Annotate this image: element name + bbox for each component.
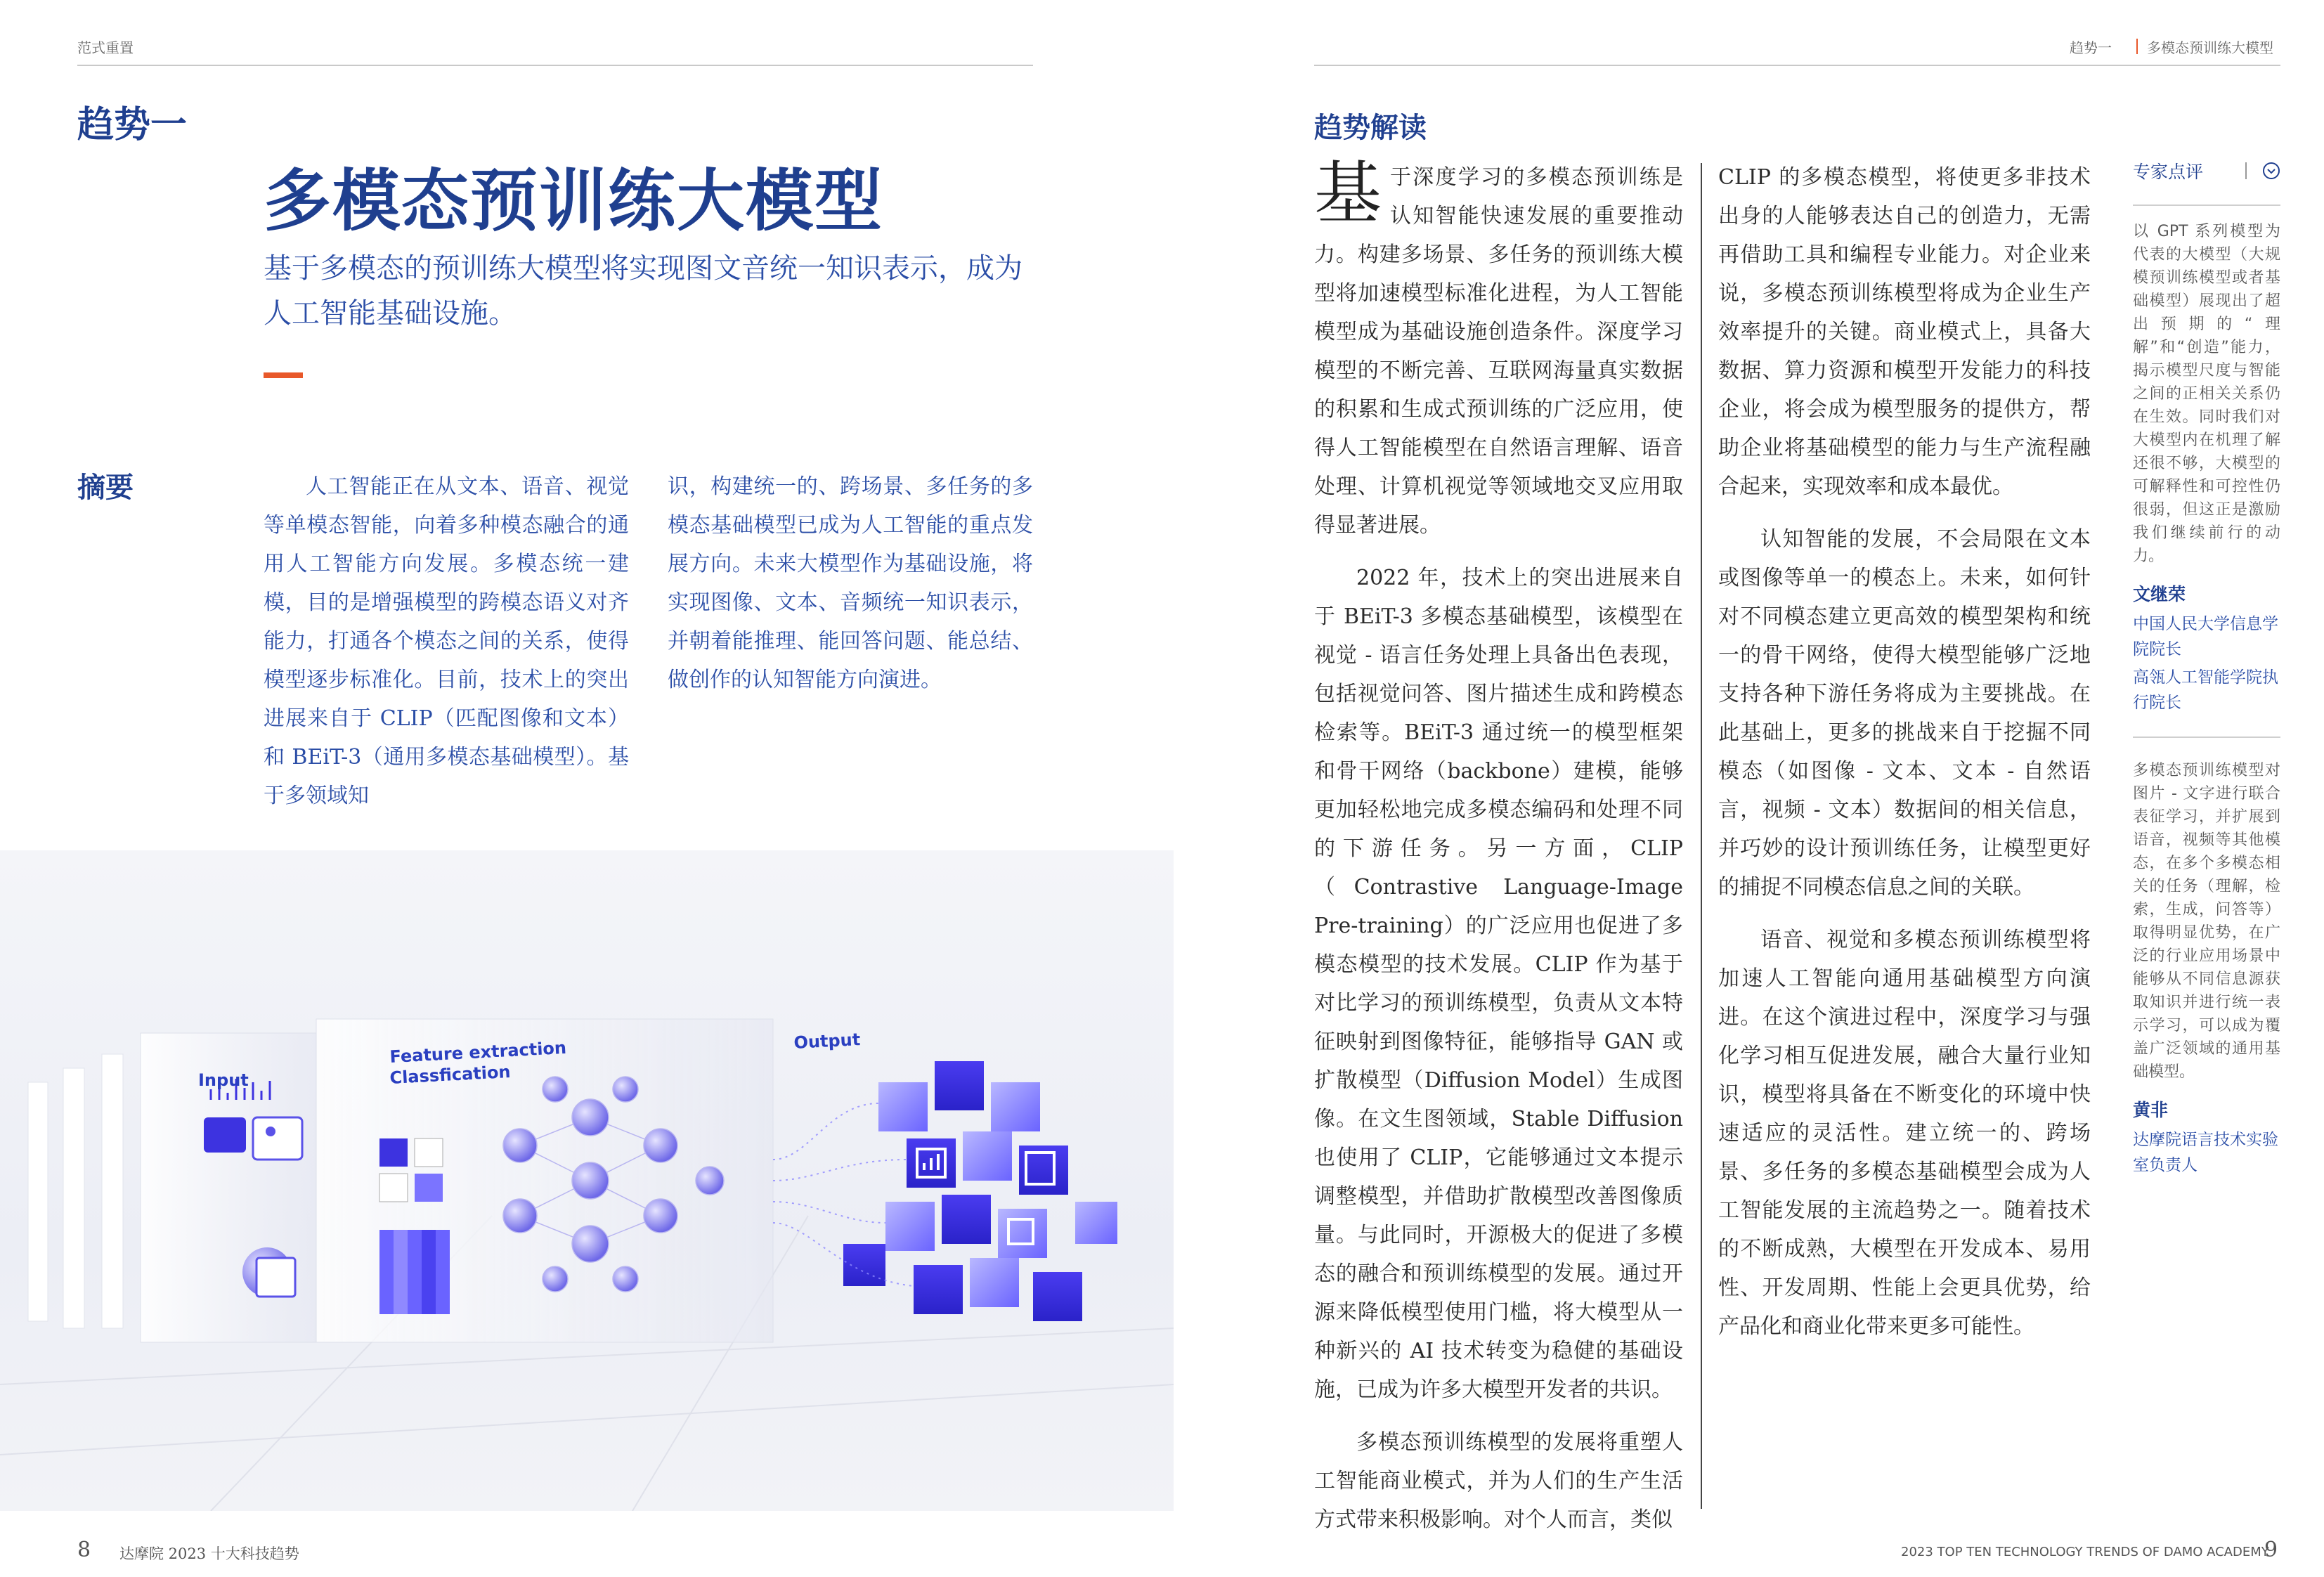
output-cubes	[843, 1061, 1117, 1321]
abstract-label: 摘要	[77, 471, 134, 504]
abstract-paragraph-1: 人工智能正在从文本、语音、视觉等单模态智能，向着多种模态融合的通用人工智能方向发展。多模态统一建模，目的是增强模型的跨模态语义对齐能力，打通各个模态之间的关系，使得模型逐步标准化。目前，技术上的突出进展来自于 CLIP（匹配图像和文本）和 BEiT-3（通用多模态基础模型）。基于多领域知	[264, 474, 629, 808]
expert-2-name: 黄非	[2133, 1100, 2169, 1120]
header-rule-left	[77, 65, 1033, 66]
section-heading: 趋势解读	[1314, 111, 1427, 144]
body-paragraph-3: 多模态预训练模型的发展将重塑人工智能商业模式，并为人们的生产生活方式带来积极影响。对个人而言，类似	[1314, 1430, 1683, 1532]
column-divider	[1701, 163, 1702, 1509]
body-paragraph-4: CLIP 的多模态模型，将使更多非技术出身的人能够表达自己的创造力，无需再借助工具和编程专业能力。对企业来说，多模态预训练模型将成为企业生产效率提升的关键。商业模式上，具备大数据、算力资源和模型开发能力的科技企业，将会成为模型服务的提供方，帮助企业将基础模型的能力与生产流程融合起来，实现效率和成本最优。	[1718, 165, 2091, 499]
sidebar-rule-2	[2133, 736, 2280, 738]
page-number-left: 8	[77, 1538, 91, 1562]
body-paragraph-5: 认知智能的发展，不会局限在文本或图像等单一的模态上。未来，如何针对不同模态建立更高效的模型架构和统一的骨干网络，使得大模型能够广泛地支持各种下游任务将成为主要挑战。在此基础上，更多的挑战来自于挖掘不同模态（如图像 - 文本、文本 - 自然语言，视频 - 文本）数据间的相关信息，并巧妙的设计预训练任务，让模型更好的捕捉不同模态信息之间的关联。	[1718, 527, 2091, 900]
abstract-column-1	[264, 467, 629, 815]
expert-2-comment: 多模态预训练模型对图片 - 文字进行联合表征学习，并扩展到语音，视频等其他模态，在多个多模态相关的任务（理解，检索，生成，问答等）取得明显优势，在广泛的行业应用场景中能够从不同信息源获取知识并进行统一表示学习，可以成为覆盖广泛领域的通用基础模型。	[2133, 762, 2280, 1081]
trend-label: 趋势一	[77, 103, 188, 146]
illustration-label-input: Input	[198, 1070, 249, 1090]
page-number-right: 9	[2264, 1538, 2278, 1562]
body-column-middle	[1314, 154, 1683, 1539]
footer-left-text: 达摩院 2023 十大科技趋势	[119, 1545, 299, 1562]
body-paragraph-1-text: 于深度学习的多模态预训练是认知智能快速发展的重要推动力。构建多场景、多任务的预训练大模型将加速模型标准化进程，为人工智能模型成为基础设施创造条件。深度学习模型的不断完善、互联网海量真实数据的积累和生成式预训练的广泛应用，使得人工智能模型在自然语言理解、语音处理、计算机视觉等领域地交叉应用取得显著进展。	[1314, 165, 1683, 538]
header-section-label: 范式重置	[77, 39, 134, 56]
chevron-down-circle-icon	[2262, 162, 2280, 180]
header-trend: 趋势一	[2070, 39, 2112, 56]
header-rule-right	[1314, 65, 2280, 66]
sidebar-header	[2133, 158, 2280, 183]
page-subtitle: 基于多模态的预训练大模型将实现图文音统一知识表示，成为人工智能基础设施。	[264, 252, 1023, 330]
header-title: 多模态预训练大模型	[2147, 39, 2273, 56]
expert-1-name: 文继荣	[2133, 584, 2186, 604]
drop-cap: 基	[1314, 154, 1382, 233]
sidebar-title: 专家点评	[2133, 162, 2204, 182]
expert-2-role: 达摩院语言技术实验室负责人	[2133, 1131, 2278, 1174]
body-paragraph-6: 语音、视觉和多模态预训练模型将加速人工智能向通用基础模型方向演进。在这个演进过程中，深度学习与强化学习相互促进发展，融合大量行业知识，模型将具备在不断变化的环境中快速适应的灵活性。建立统一的、跨场景、多任务的多模态基础模型会成为人工智能发展的主流趋势之一。随着技术的不断成熟，大模型在开发成本、易用性、开发周期、性能上会更具优势，给产品化和商业化带来更多可能性。	[1718, 928, 2091, 1339]
illustration-label-classification: Classfication	[389, 1062, 512, 1088]
accent-bar	[264, 372, 303, 378]
sidebar-rule-1	[2133, 205, 2280, 206]
expert-1-role-2: 高瓴人工智能学院执行院长	[2133, 668, 2278, 712]
expert-sidebar	[2133, 158, 2280, 1178]
expert-1-role-1: 中国人民大学信息学院院长	[2133, 615, 2278, 658]
body-column-right	[1718, 158, 2091, 1346]
sidebar-separator	[2245, 162, 2247, 179]
body-paragraph-2: 2022 年，技术上的突出进展来自于 BEiT-3 多模态基础模型，该模型在视觉 - 语言任务处理上具备出色表现，包括视觉问答、图片描述生成和跨模态检索等。BEiT-3 通过统一的模型框架和骨干网络（backbone）建模，能够更加轻松地完成多模态编码和处理不同的下游任务。另一方面，CLIP（Contrastive Language-Image Pre-training）的广泛应用也促进了多模态模型的技术发展。CLIP 作为基于对比学习的预训练模型，负责从文本特征映射到图像特征，能够指导 GAN 或扩散模型（Diffusion Model）生成图像。在文生图领域，Stable Diffusion 也使用了 CLIP，它能够通过文本提示调整模型，并借助扩散模型改善图像质量。与此同时，开源极大的促进了多模态的融合和预训练模型的发展。通过开源来降低模型使用门槛，将大模型从一种新兴的 AI 技术转变为稳健的基础设施，已成为许多大模型开发者的共识。	[1314, 566, 1683, 1402]
page-title: 多模态预训练大模型	[264, 161, 883, 240]
expert-1-comment: 以 GPT 系列模型为代表的大模型（大规模预训练模型或者基础模型）展现出了超出预期的“理解”和“创造”能力，揭示模型尺度与智能之间的正相关关系仍在生效。同时我们对大模型内在机理了解还很不够，大模型的可解释性和可控性仍很弱，但这正是激励我们继续前行的动力。	[2133, 223, 2280, 565]
illustration-label-feature: Feature extraction	[389, 1037, 567, 1067]
abstract-column-2	[668, 467, 1033, 699]
multimodal-illustration	[0, 850, 1174, 1511]
footer-right-text: 2023 TOP TEN TECHNOLOGY TRENDS OF DAMO ACADEMY	[1901, 1545, 2269, 1559]
header-separator	[2136, 39, 2138, 54]
body-paragraph-1	[1314, 154, 1683, 545]
illustration-label-output: Output	[793, 1030, 861, 1053]
multimodal-pipeline-graphic	[0, 850, 1174, 1511]
abstract-paragraph-2: 识，构建统一的、跨场景、多任务的多模态基础模型已成为人工智能的重点发展方向。未来大模型作为基础设施，将实现图像、文本、音频统一知识表示，并朝着能推理、能回答问题、能总结、做创作的认知智能方向演进。	[668, 474, 1033, 692]
